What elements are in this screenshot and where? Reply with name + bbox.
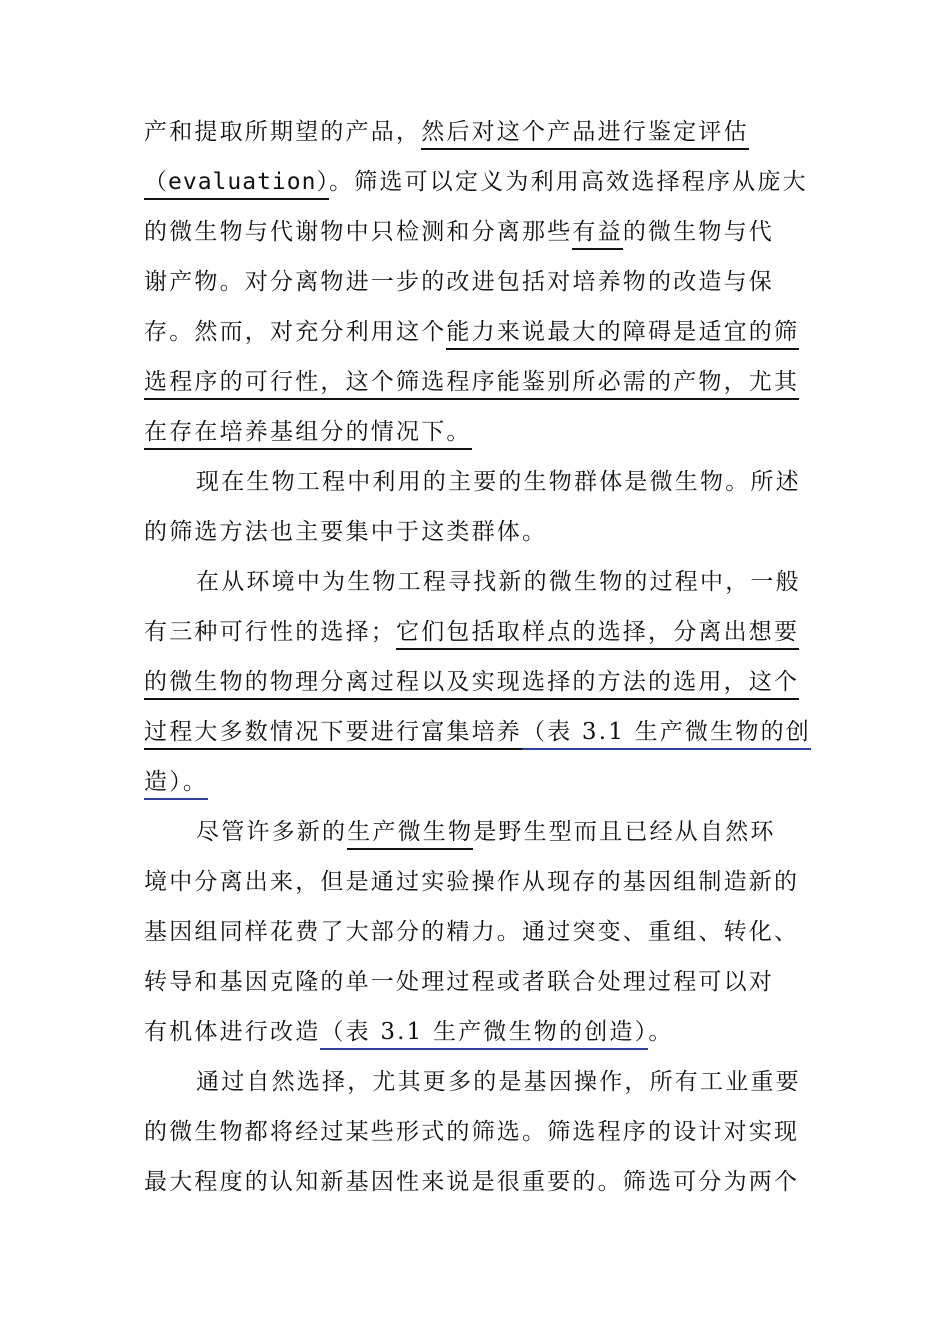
text-run: 产和提取所期望的产品， <box>144 119 422 145</box>
text-run: 境中分离出来，但是通过实验操作从现存的基因组制造新的 <box>144 869 800 895</box>
text-run: 尽管许多新的 <box>196 819 348 845</box>
text-line <box>144 1012 806 1052</box>
text-run: 最大程度的认知新基因性来说是很重要的。筛选可分为两个 <box>144 1169 800 1195</box>
text-run: 在从环境中为生物工程寻找新的微生物的过程中，一般 <box>196 569 801 595</box>
text-run: 的微生物与代谢物中只检测和分离那些 <box>144 219 573 245</box>
text-run: 存。然而，对充分利用这个 <box>144 319 447 345</box>
text-line <box>144 312 806 352</box>
underlined-text: 选程序的可行性，这个筛选程序能鉴别所必需的产物，尤其 <box>144 369 799 400</box>
underlined-text: 然后对这个产品进行鉴定评估 <box>421 119 749 150</box>
text-line <box>196 462 806 502</box>
text-run: 的筛选方法也主要集中于这类群体。 <box>144 519 548 545</box>
text-line <box>144 862 806 902</box>
underlined-text: （evaluation） <box>144 169 329 200</box>
text-run: 有三种可行性的选择； <box>144 619 396 645</box>
table-reference-link[interactable]: （表 3.1 生产微生物的创造） <box>320 1019 648 1050</box>
text-line <box>196 562 806 602</box>
text-run: 。 <box>648 1019 674 1045</box>
text-run: 基因组同样花费了大部分的精力。通过突变、重组、转化、 <box>144 919 800 945</box>
text-line <box>144 612 806 652</box>
text-line <box>144 762 806 802</box>
text-line <box>144 412 806 452</box>
text-line <box>144 912 806 952</box>
underlined-text: 它们包括取样点的选择，分离出想要 <box>396 619 799 650</box>
text-line <box>144 262 806 302</box>
text-run: 转导和基因克隆的单一处理过程或者联合处理过程可以对 <box>144 969 774 995</box>
text-run: 通过自然选择，尤其更多的是基因操作，所有工业重要 <box>196 1069 801 1095</box>
text-run: 现在生物工程中利用的主要的生物群体是微生物。所述 <box>196 469 801 495</box>
underlined-text: 生产微生物 <box>347 819 473 850</box>
text-run: 是野生型而且已经从自然环 <box>473 819 776 845</box>
text-line <box>196 812 806 852</box>
table-reference-link[interactable]: 造）。 <box>144 769 208 800</box>
text-run: 。筛选可以定义为利用高效选择程序从庞大 <box>328 169 808 195</box>
text-line <box>144 212 806 252</box>
underlined-text: 能力来说最大的障碍是适宜的筛 <box>446 319 799 350</box>
text-line <box>196 1062 806 1102</box>
text-line <box>144 162 806 202</box>
underlined-text: 有益 <box>572 219 622 250</box>
underlined-text: 过程大多数情况下要进行富集培养 <box>144 719 522 750</box>
text-line <box>144 112 806 152</box>
text-line <box>144 1162 806 1202</box>
underlined-text: 的微生物的物理分离过程以及实现选择的方法的选用，这个 <box>144 669 799 700</box>
text-line <box>144 712 811 752</box>
text-run: 谢产物。对分离物进一步的改进包括对培养物的改造与保 <box>144 269 774 295</box>
text-line <box>144 662 806 702</box>
text-run: 的微生物都将经过某些形式的筛选。筛选程序的设计对实现 <box>144 1119 800 1145</box>
text-run: 有机体进行改造 <box>144 1019 321 1045</box>
underlined-text: 在存在培养基组分的情况下。 <box>144 419 472 450</box>
text-line <box>144 362 806 402</box>
text-line <box>144 962 806 1002</box>
text-line <box>144 512 806 552</box>
text-line <box>144 1112 806 1152</box>
text-run: 的微生物与代 <box>622 219 775 245</box>
table-reference-link[interactable]: （表 3.1 生产微生物的创 <box>522 719 811 750</box>
